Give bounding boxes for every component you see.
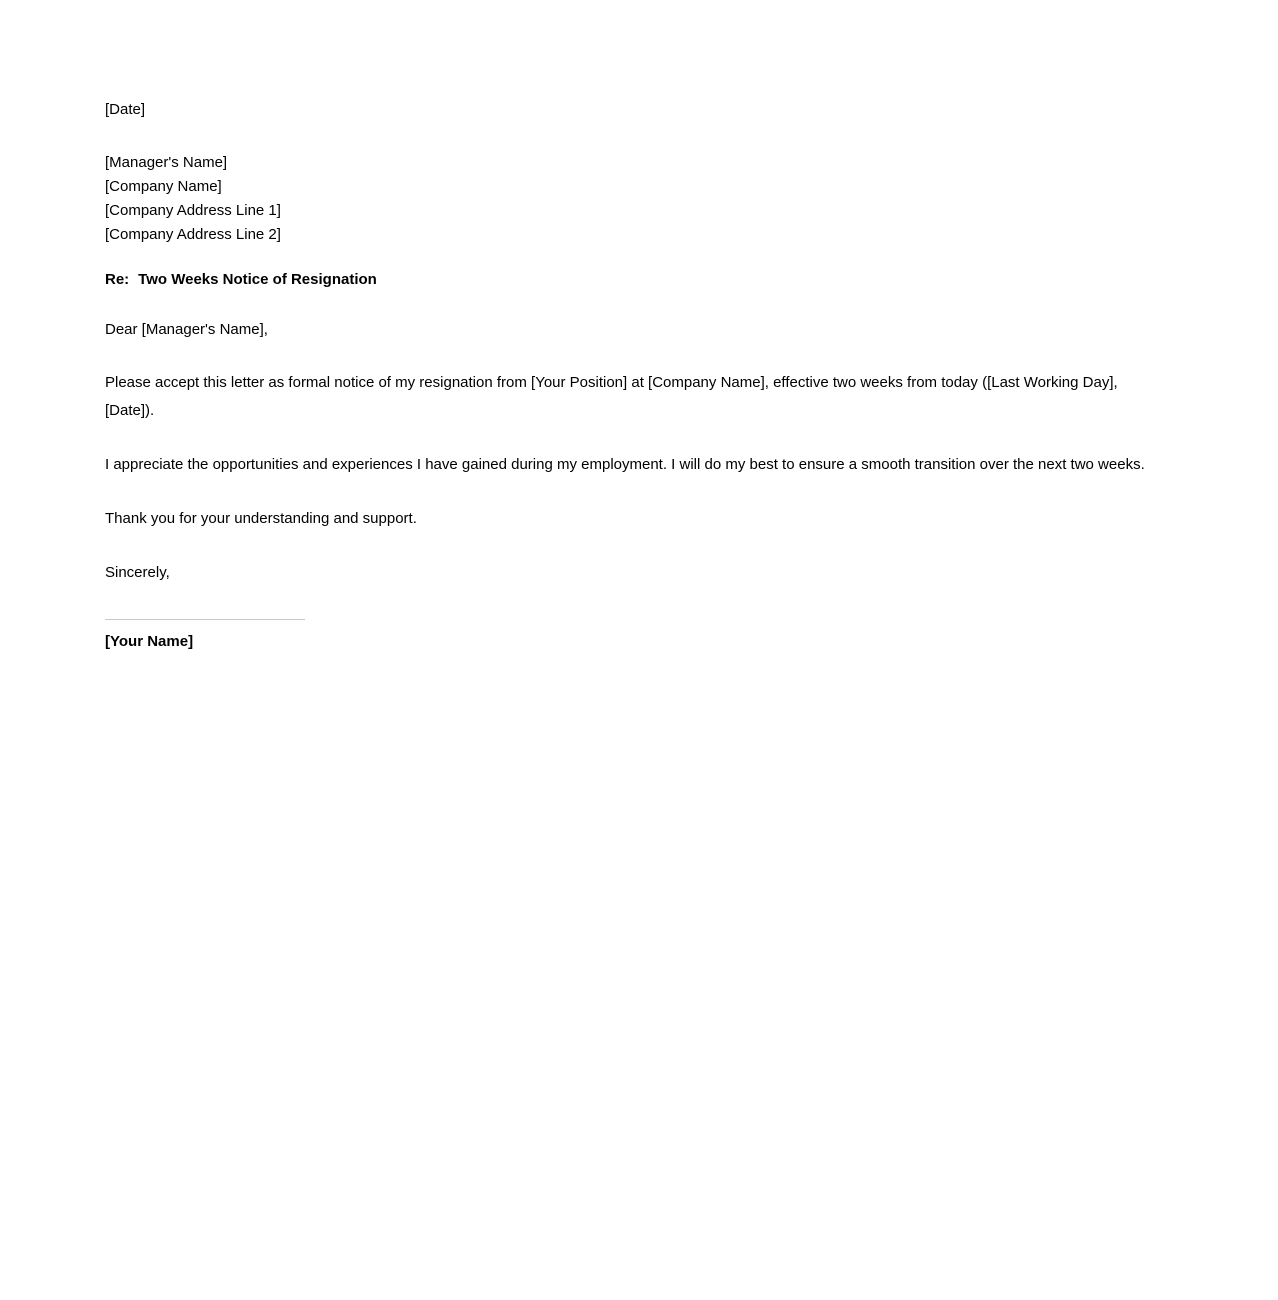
subject-line bbox=[105, 268, 1165, 292]
body-paragraph-2: I appreciate the opportunities and experiences I have gained during my employment. I will do my best to ensure a smooth transition over the next two weeks. bbox=[105, 456, 1145, 473]
recipient-address-line-1: [Company Address Line 1] bbox=[105, 202, 281, 219]
body-paragraph-1: Please accept this letter as formal notice of my resignation from [Your Position] at [Company Name], effective two weeks from today ([Last Working Day], [Date]). bbox=[105, 374, 1118, 419]
recipient-manager-name: [Manager's Name] bbox=[105, 154, 228, 171]
letter-body bbox=[105, 98, 1165, 653]
signature-block bbox=[105, 619, 1165, 653]
signature-rule bbox=[105, 619, 305, 620]
closing-line: Sincerely, bbox=[105, 564, 170, 581]
subject-text: Two Weeks Notice of Resignation bbox=[138, 271, 377, 288]
recipient-address-block bbox=[105, 151, 1165, 247]
date-line: [Date] bbox=[105, 101, 146, 118]
signature-name: [Your Name] bbox=[105, 633, 194, 650]
body-paragraph-3: Thank you for your understanding and support. bbox=[105, 510, 417, 527]
recipient-address-line-2: [Company Address Line 2] bbox=[105, 226, 281, 243]
subject-prefix: Re: bbox=[105, 271, 130, 288]
recipient-company-name: [Company Name] bbox=[105, 178, 222, 195]
salutation: Dear [Manager's Name], bbox=[105, 321, 268, 338]
